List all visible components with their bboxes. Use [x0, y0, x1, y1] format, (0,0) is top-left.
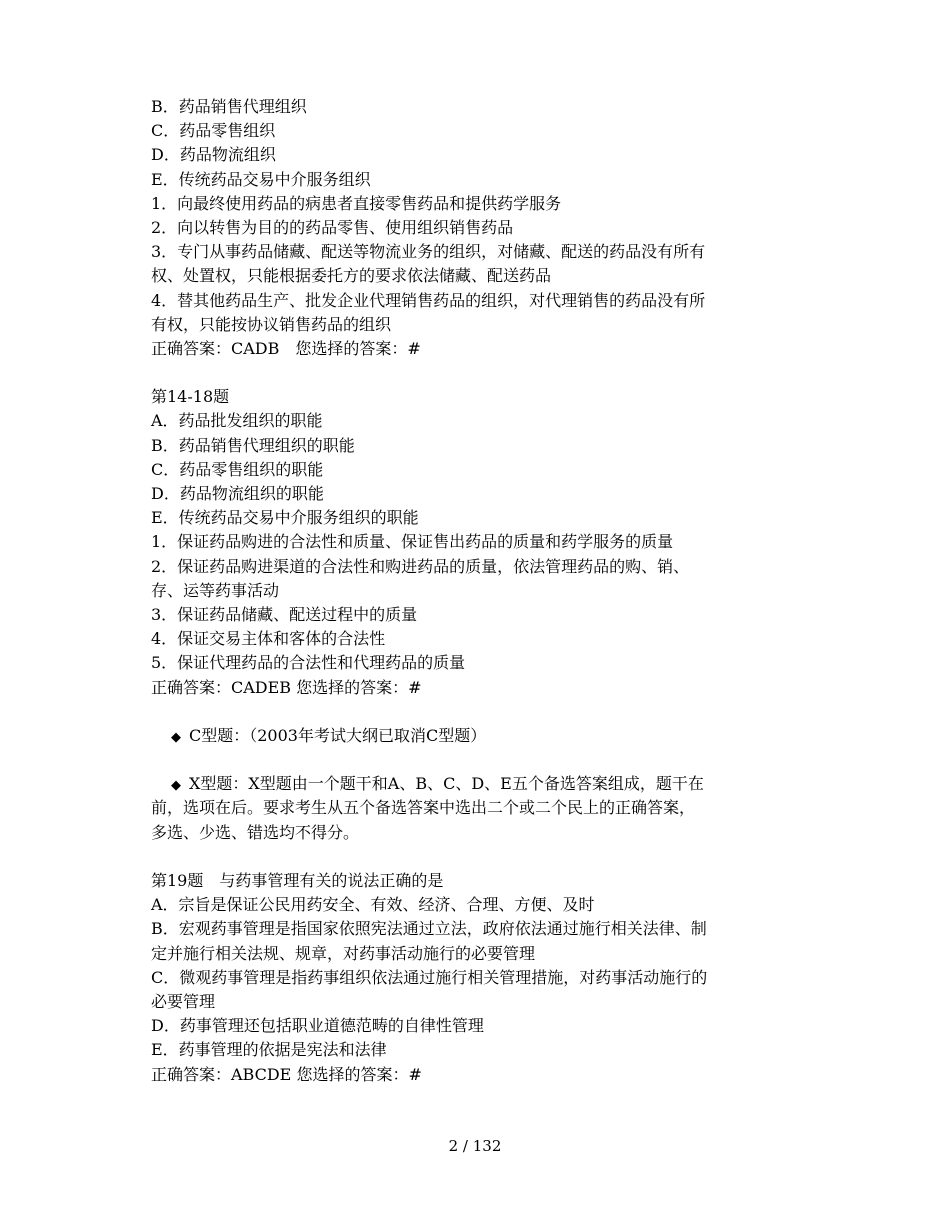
option-line: 必要管理: [151, 991, 216, 1011]
spacer: [151, 748, 801, 772]
option-line: 定并施行相关法规、规章，对药事活动施行的必要管理: [151, 943, 536, 963]
c-type-heading: [151, 724, 801, 748]
option-line: B．药品销售代理组织的职能: [151, 435, 355, 455]
item-line: 4．保证交易主体和客体的合法性: [151, 629, 386, 649]
question-19-block: [151, 869, 801, 1087]
question-title: 第14-18题: [151, 387, 230, 407]
option-line: C．药品零售组织: [151, 121, 276, 141]
page-number: 2 / 132: [448, 1137, 502, 1155]
diamond-bullet-icon: ◆: [171, 729, 181, 745]
item-line: 2．向以转售为目的的药品零售、使用组织销售药品: [151, 217, 514, 237]
option-line: D．药品物流组织: [151, 145, 276, 165]
option-line: E．药事管理的依据是宪法和法律: [151, 1040, 387, 1060]
option-line: A．药品批发组织的职能: [151, 411, 323, 431]
option-line: E．传统药品交易中介服务组织: [151, 169, 371, 189]
option-line: B．药品销售代理组织: [151, 97, 307, 116]
spacer: [151, 361, 801, 385]
answer-line: 正确答案：CADB 您选择的答案：#: [151, 338, 421, 358]
item-line: 4．替其他药品生产、批发企业代理销售药品的组织，对代理销售的药品没有所: [151, 290, 706, 310]
x-type-text: X型题：X型题由一个题干和A、B、C、D、E五个备选答案组成，题干在: [189, 774, 704, 794]
option-line: E．传统药品交易中介服务组织的职能: [151, 508, 419, 528]
question-14-18-block: [151, 385, 801, 699]
option-line: D．药事管理还包括职业道德范畴的自律性管理: [151, 1016, 484, 1036]
spacer: [151, 845, 801, 869]
page-content: [151, 95, 801, 1087]
x-type-section: [151, 772, 801, 845]
option-line: C．药品零售组织的职能: [151, 459, 324, 479]
option-line: D．药品物流组织的职能: [151, 484, 324, 503]
item-line: 2．保证药品购进渠道的合法性和购进药品的质量，依法管理药品的购、销、: [151, 556, 690, 576]
item-line: 3．专门从事药品储藏、配送等物流业务的组织，对储藏、配送的药品没有所有: [151, 242, 706, 262]
answer-line: 正确答案：CADEB 您选择的答案：#: [151, 677, 422, 697]
spacer: [151, 700, 801, 724]
question-title: 第19题 与药事管理有关的说法正确的是: [151, 871, 444, 890]
x-type-heading: [151, 772, 801, 796]
option-line: C．微观药事管理是指药事组织依法通过施行相关管理措施，对药事活动施行的: [151, 967, 708, 987]
diamond-bullet-icon: ◆: [171, 778, 181, 794]
c-type-text: C型题：（2003年考试大纲已取消C型题）: [189, 725, 487, 745]
question-13-block: [151, 95, 801, 361]
item-line: 有权，只能按协议销售药品的组织: [151, 314, 392, 334]
item-line: 存、运等药事活动: [151, 580, 280, 600]
item-line: 权、处置权，只能根据委托方的要求依法储藏、配送药品: [151, 266, 552, 286]
item-line: 1．向最终使用药品的病患者直接零售药品和提供药学服务: [151, 193, 562, 213]
option-line: B．宏观药事管理是指国家依照宪法通过立法，政府依法通过施行相关法律、制: [151, 919, 707, 939]
option-line: A．宗旨是保证公民用药安全、有效、经济、合理、方便、及时: [151, 895, 595, 915]
item-line: 3．保证药品储藏、配送过程中的质量: [151, 604, 418, 624]
x-type-line: 前，选项在后。要求考生从五个备选答案中选出二个或二个民上的正确答案，: [151, 798, 696, 818]
x-type-line: 多选、少选、错选均不得分。: [151, 822, 360, 842]
item-line: 1．保证药品购进的合法性和质量、保证售出药品的质量和药学服务的质量: [151, 532, 674, 552]
item-line: 5．保证代理药品的合法性和代理药品的质量: [151, 653, 466, 673]
answer-line: 正确答案：ABCDE 您选择的答案：#: [151, 1064, 422, 1084]
